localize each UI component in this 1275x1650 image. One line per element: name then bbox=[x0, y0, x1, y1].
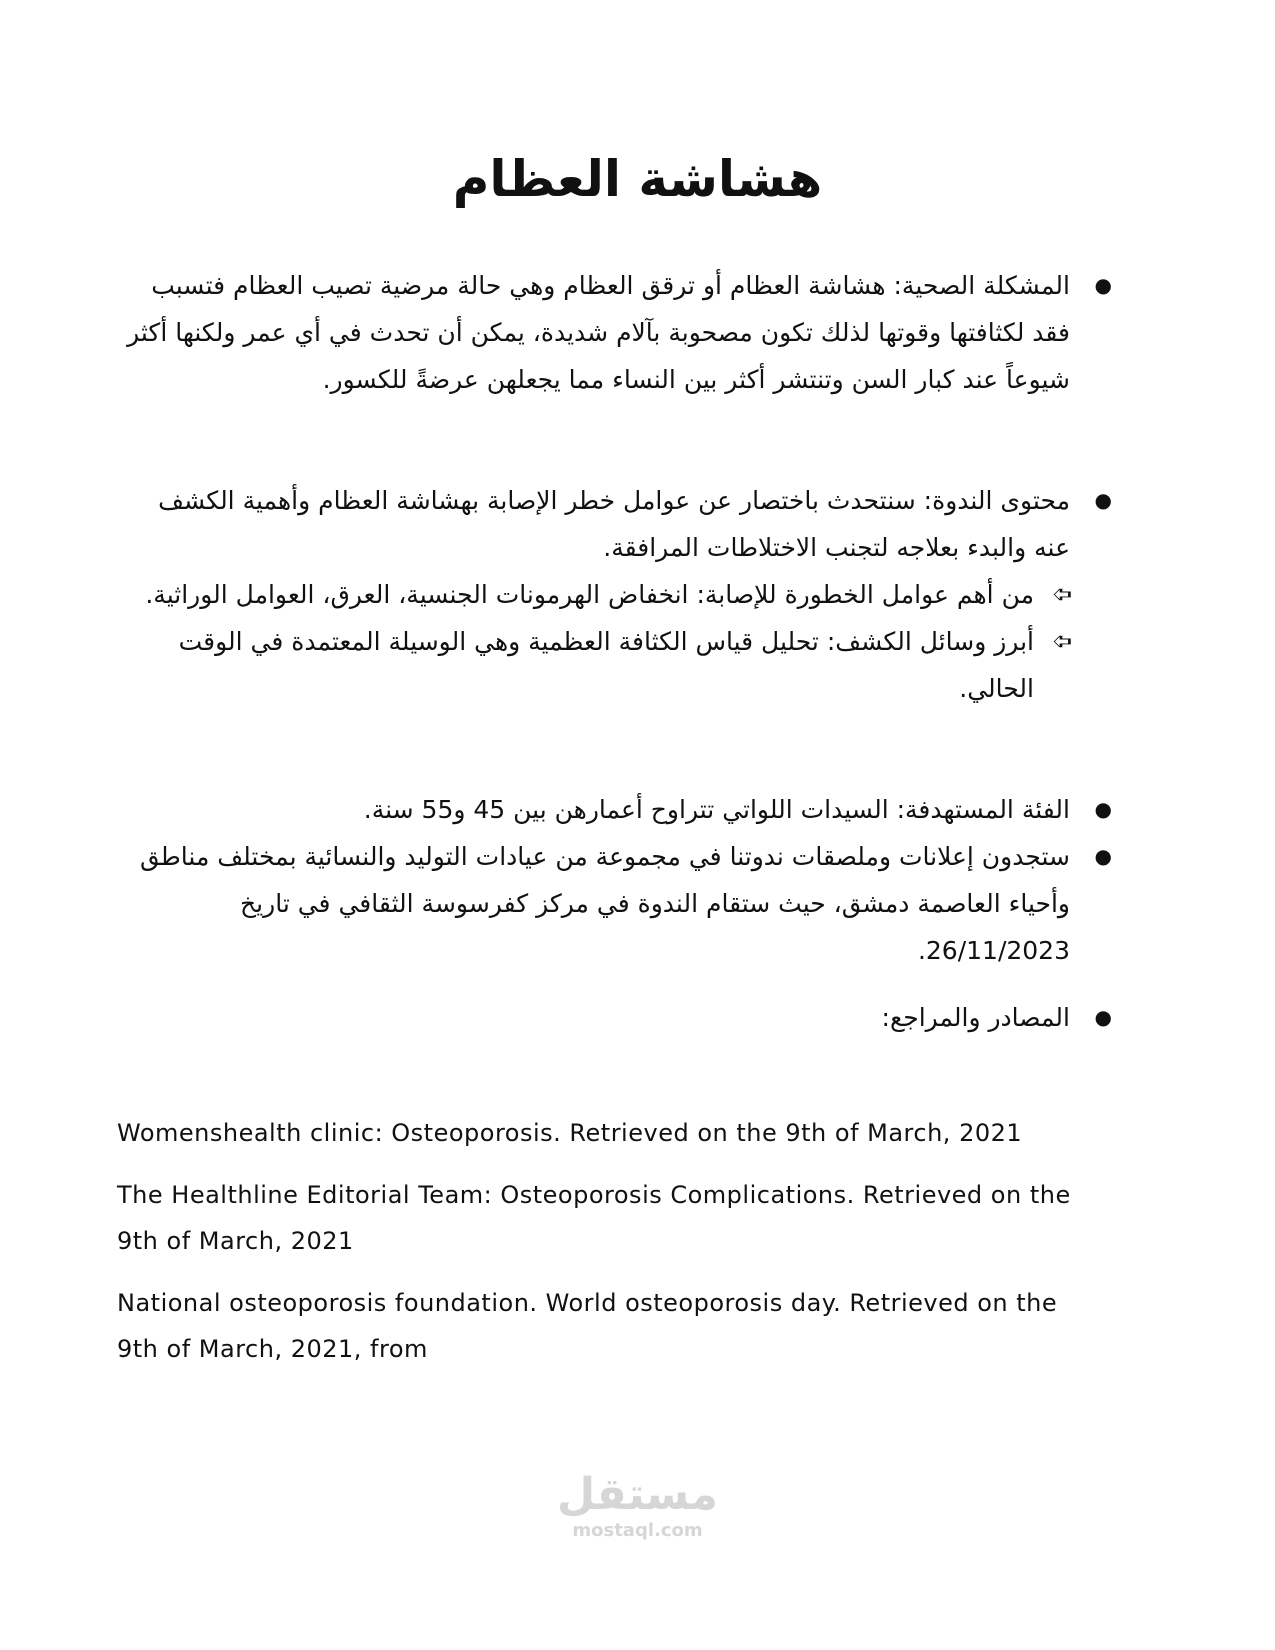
list-item-references-heading bbox=[117, 994, 1112, 1041]
sub-item-risk-factors bbox=[117, 571, 1072, 618]
bullet-icon: ● bbox=[1094, 1005, 1112, 1029]
bullet-icon: ● bbox=[1094, 797, 1112, 821]
list-item-location bbox=[117, 833, 1112, 974]
reference-item: The Healthline Editorial Team: Osteoporosis Complications. Retrieved on the 9th of March, 2021 bbox=[117, 1181, 1071, 1255]
document-title: هشاشة العظام bbox=[452, 150, 823, 208]
watermark-latin: mostaql.com bbox=[572, 1520, 703, 1541]
item-text: المشكلة الصحية: هشاشة العظام أو ترقق العظام وهي حالة مرضية تصيب العظام فتسبب فقد لكثافتها وقوتها لذلك تكون مصحوبة بآلام شديدة، يمكن أن تحدث في أي عمر ولكنها أكثر شيوعاً عند كبار السن وتنتشر أكثر بين النساء مما يجعلهن عرضةً للكسور. bbox=[127, 271, 1070, 394]
item-text: المصادر والمراجع: bbox=[881, 1003, 1070, 1032]
spacer bbox=[117, 712, 1070, 786]
arrow-icon: ➪ bbox=[1051, 580, 1072, 608]
item-text: محتوى الندوة: سنتحدث باختصار عن عوامل خطر الإصابة بهشاشة العظام وأهمية الكشف عنه والبدء بعلاجه لتجنب الاختلاطات المرافقة. bbox=[158, 486, 1070, 562]
bullet-icon: ● bbox=[1094, 273, 1112, 297]
bullet-icon: ● bbox=[1094, 488, 1112, 512]
list-item-health-problem bbox=[117, 262, 1112, 403]
reference-item: National osteoporosis foundation. World osteoporosis day. Retrieved on the 9th of March, 2021, from bbox=[117, 1289, 1058, 1363]
spacer bbox=[117, 974, 1070, 994]
item-text: ستجدون إعلانات وملصقات ندوتنا في مجموعة من عيادات التوليد والنسائية بمختلف مناطق وأحياء العاصمة دمشق، حيث ستقام الندوة في مركز كفرسوسة الثقافي في تاريخ 26/11/2023. bbox=[140, 842, 1070, 965]
reference-item: Womenshealth clinic: Osteoporosis. Retrieved on the 9th of March, 2021 bbox=[117, 1119, 1023, 1147]
references-list bbox=[117, 1110, 1077, 1388]
document-body bbox=[117, 262, 1112, 1041]
sub-item-text: من أهم عوامل الخطورة للإصابة: انخفاض الهرمونات الجنسية، العرق، العوامل الوراثية. bbox=[145, 580, 1034, 609]
list-item-target-group bbox=[117, 786, 1112, 833]
watermark-logo bbox=[0, 1470, 1275, 1541]
spacer bbox=[117, 403, 1070, 477]
sub-item-detection bbox=[117, 618, 1072, 712]
watermark-arabic: مستقل bbox=[557, 1469, 718, 1520]
bullet-icon: ● bbox=[1094, 844, 1112, 868]
arrow-icon: ➪ bbox=[1051, 627, 1072, 655]
list-item-seminar-content bbox=[117, 477, 1112, 712]
item-text: الفئة المستهدفة: السيدات اللواتي تتراوح أعمارهن بين 45 و55 سنة. bbox=[363, 795, 1070, 824]
sub-item-text: أبرز وسائل الكشف: تحليل قياس الكثافة العظمية وهي الوسيلة المعتمدة في الوقت الحالي. bbox=[178, 627, 1034, 703]
